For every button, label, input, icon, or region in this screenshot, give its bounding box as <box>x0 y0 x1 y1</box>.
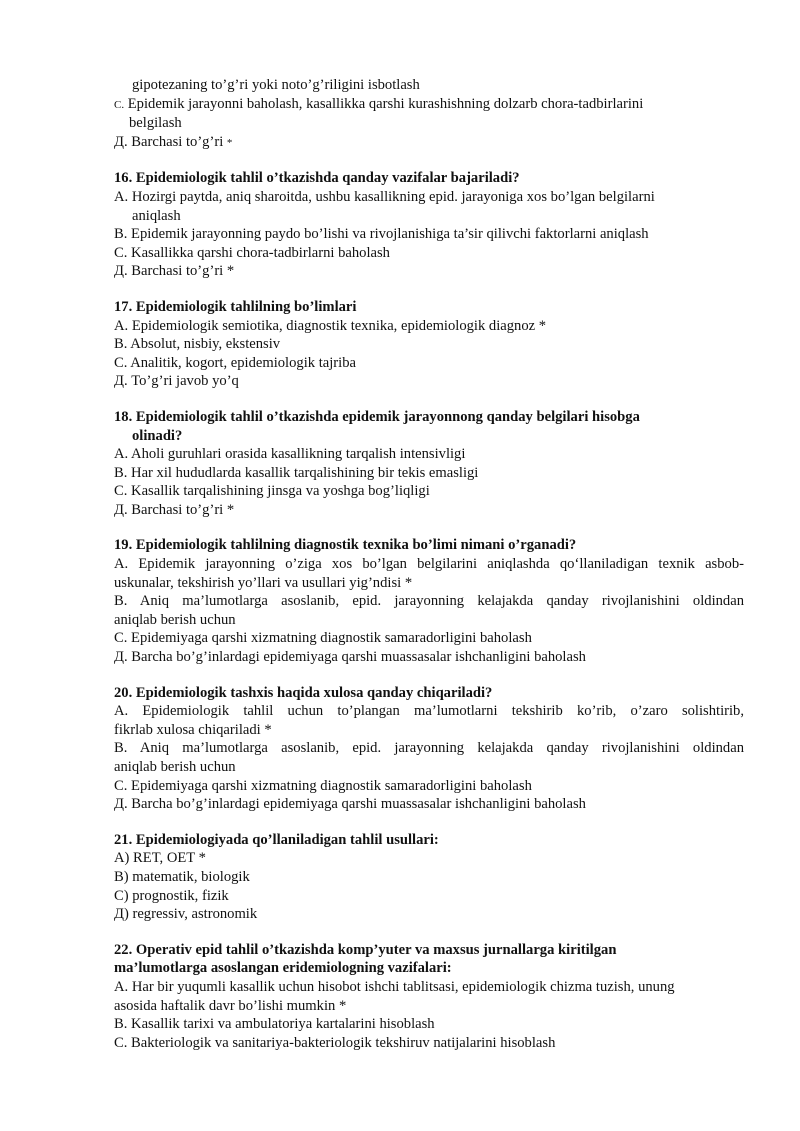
question-title: 21. Epidemiologiyada qo’llaniladigan tahlil usullari: <box>114 831 439 848</box>
option-c: C. Kasallik tarqalishining jinsga va yoshga bog’liqligi <box>114 483 430 500</box>
option-a-cont: asosida haftalik davr bo’lishi mumkin * <box>114 997 347 1014</box>
previous-question-continuation <box>114 76 744 152</box>
option-b: B) matematik, biologik <box>114 868 250 885</box>
question-22 <box>114 941 744 1053</box>
option-d <box>114 133 744 153</box>
option-continuation-text: gipotezaning to’g’ri yoki noto’g’riligini isbotlash <box>132 77 420 93</box>
question-title: 18. Epidemiologik tahlil o’tkazishda epidemik jarayonnong qanday belgilari hisobga <box>114 408 640 425</box>
option-a: A. Har bir yuqumli kasallik uchun hisobot ishchi tablitsasi, epidemiologik chizma tuzish, unung <box>114 978 675 995</box>
option-b: B. Aniq ma’lumotlarga asoslanib, epid. jarayonning kelajakda qanday rivojlanishini oldindan <box>114 593 744 610</box>
option-d: Д. Barchasi to’g’ri * <box>114 263 235 280</box>
option-c-text: Epidemik jarayonni baholash, kasallikka qarshi kurashishning dolzarb chora-tadbirlarini <box>127 95 644 112</box>
correct-answer-mark: * <box>226 136 233 149</box>
question-17 <box>114 298 744 391</box>
option-c: C) prognostik, fizik <box>114 887 229 904</box>
option-d: Д. Barcha bo’g’inlardagi epidemiyaga qarshi muassasalar ishchanligini baholash <box>114 649 586 666</box>
question-18 <box>114 408 744 520</box>
option-a: A. Aholi guruhlari orasida kasallikning tarqalish intensivligi <box>114 446 466 463</box>
option-b: B. Absolut, nisbiy, ekstensiv <box>114 336 281 353</box>
question-title: 19. Epidemiologik tahlilning diagnostik texnika bo’limi nimani o’rganadi? <box>114 537 577 554</box>
question-title: 17. Epidemiologik tahlilning bo’limlari <box>114 298 357 315</box>
question-title: 20. Epidemiologik tashxis haqida xulosa qanday chiqariladi? <box>114 684 493 701</box>
question-title: 22. Operativ epid tahlil o’tkazishda komp’yuter va maxsus jurnallarga kiritilgan <box>114 941 617 958</box>
option-b-cont: aniqlab berish uchun <box>114 611 236 628</box>
option-b-cont: aniqlab berish uchun <box>114 759 236 775</box>
option-d: Д. To’g’ri javob yo’q <box>114 373 239 390</box>
option-c-label: C. <box>114 98 125 111</box>
option-a: A. Epidemik jarayonning o’ziga xos bo’lgan belgilarini aniqlashda qo‘llaniladigan texnik asbob- <box>114 556 744 573</box>
option-d: Д) regressiv, astronomik <box>114 906 258 923</box>
option-c: C. Kasallikka qarshi chora-tadbirlarni baholash <box>114 244 390 261</box>
question-21 <box>114 831 744 924</box>
option-c: C. Bakteriologik va sanitariya-bakteriologik tekshiruv natijalarini hisoblash <box>114 1034 556 1051</box>
option-c <box>114 95 744 115</box>
option-b: B. Epidemik jarayonning paydo bo’lishi va rivojlanishiga ta’sir qilivchi faktorlarni aniqlash <box>114 226 649 243</box>
question-title-cont: ma’lumotlarga asoslangan eridemiologning vazifalari: <box>114 960 452 977</box>
question-20 <box>114 684 744 814</box>
option-a: A) RET, OET * <box>114 850 206 867</box>
option-c-text-cont: belgilash <box>129 115 182 132</box>
option-d-label: Д. <box>114 133 128 150</box>
option-d: Д. Barcha bo’g’inlardagi epidemiyaga qarshi muassasalar ishchanligini baholash <box>114 796 586 813</box>
option-a-cont: uskunalar, tekshirish yo’llari va usullari yig’ndisi * <box>114 574 413 591</box>
question-title: 16. Epidemiologik tahlil o’tkazishda qanday vazifalar bajariladi? <box>114 170 520 187</box>
option-c: C. Epidemiyaga qarshi xizmatning diagnostik samaradorligini baholash <box>114 630 532 647</box>
option-b: B. Aniq ma’lumotlarga asoslanib, epid. jarayonning kelajakda qanday rivojlanishini oldindan <box>114 740 744 757</box>
option-d: Д. Barchasi to’g’ri * <box>114 501 235 518</box>
option-b: B. Kasallik tarixi va ambulatoriya kartalarini hisoblash <box>114 1016 435 1033</box>
option-a: A. Epidemiologik tahlil uchun to’plangan ma’lumotlarni tekshirib ko’rib, o’zaro solishtirib, <box>114 703 744 720</box>
option-c: C. Epidemiyaga qarshi xizmatning diagnostik samaradorligini baholash <box>114 777 532 794</box>
option-d-text: Barchasi to’g’ri <box>131 133 224 150</box>
question-16 <box>114 169 744 281</box>
option-c: C. Analitik, kogort, epidemiologik tajriba <box>114 354 356 371</box>
option-b: B. Har xil hududlarda kasallik tarqalishining bir tekis emasligi <box>114 464 479 481</box>
question-19 <box>114 536 744 666</box>
option-a-cont: aniqlash <box>132 207 181 224</box>
option-a: A. Hozirgi paytda, aniq sharoitda, ushbu kasallikning epid. jarayoniga xos bo’lgan belgilarni <box>114 188 655 205</box>
document-page <box>114 76 744 1052</box>
option-a: A. Epidemiologik semiotika, diagnostik texnika, epidemiologik diagnoz * <box>114 317 547 334</box>
question-title-cont: olinadi? <box>132 427 183 444</box>
option-a-cont: fikrlab xulosa chiqariladi * <box>114 721 272 738</box>
